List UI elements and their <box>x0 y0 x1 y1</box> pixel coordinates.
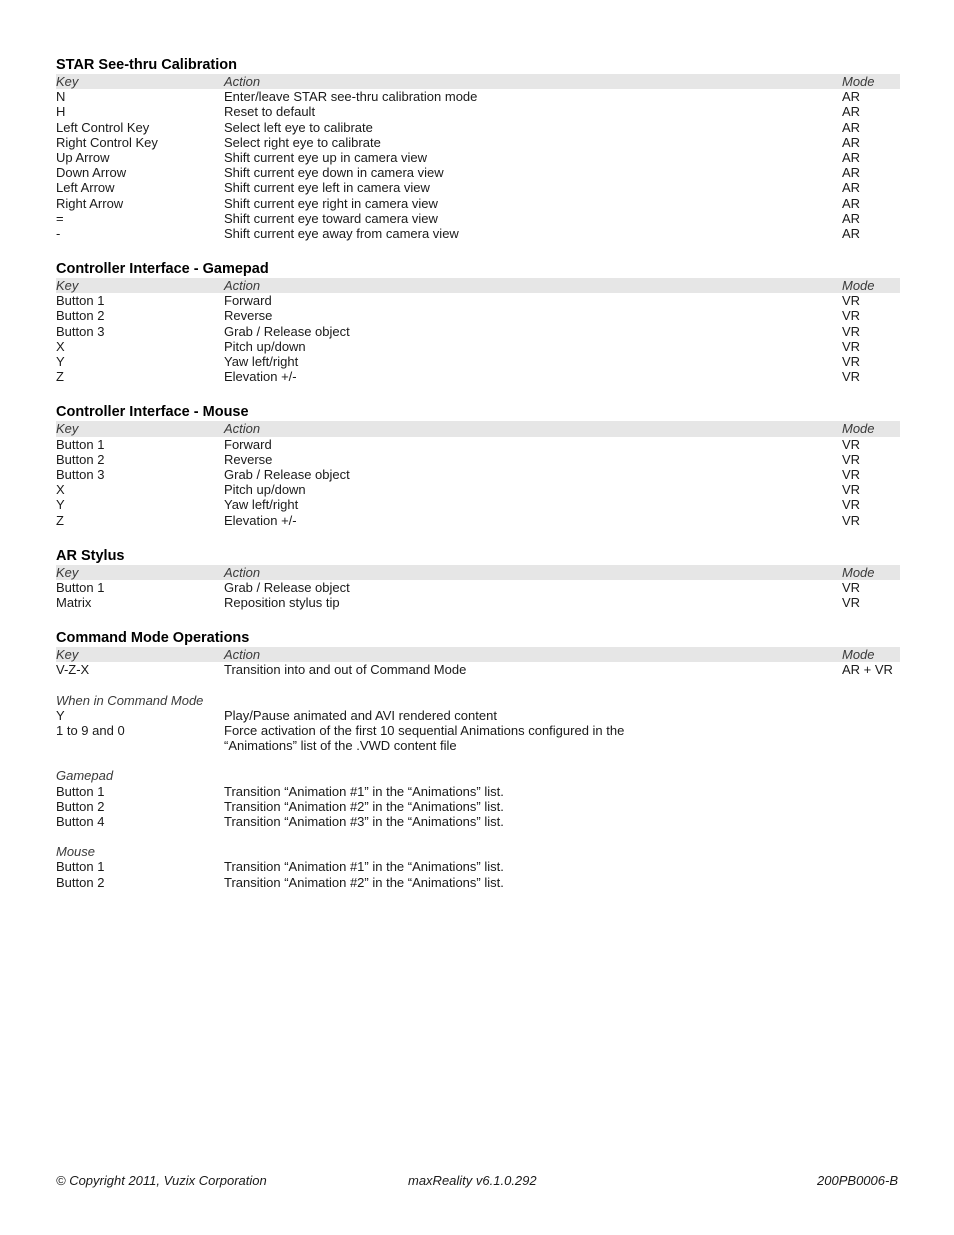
row-action: Yaw left/right <box>224 354 299 369</box>
row-key: Button 3 <box>56 323 105 339</box>
table-row <box>56 293 900 308</box>
row-key: Button 2 <box>56 874 105 890</box>
row-key: Z <box>56 512 64 528</box>
table-row <box>56 324 900 339</box>
row-key: H <box>56 104 66 120</box>
row-key: Button 1 <box>56 293 105 309</box>
row-key: Matrix <box>56 595 92 611</box>
row-action: Transition “Animation #1” in the “Animations” list. <box>224 783 504 799</box>
table-row <box>56 859 900 874</box>
table-row <box>56 723 900 753</box>
table-row <box>56 104 900 119</box>
row-mode: VR <box>842 595 861 611</box>
table-row <box>56 662 900 677</box>
header-action: Action <box>224 421 261 437</box>
row-key: Z <box>56 369 64 385</box>
section-title: Controller Interface - Mouse <box>56 404 249 421</box>
section-mouse <box>56 403 900 527</box>
row-action: Pitch up/down <box>224 482 306 498</box>
table-row <box>56 437 900 452</box>
row-action: Transition into and out of Command Mode <box>224 662 467 678</box>
table-row <box>56 150 900 165</box>
row-mode: VR <box>842 436 861 452</box>
row-mode: VR <box>842 338 861 354</box>
section-star-calibration <box>56 56 900 241</box>
row-action: Transition “Animation #3” in the “Animations” list. <box>224 813 504 829</box>
row-action: Shift current eye right in camera view <box>224 195 438 211</box>
row-key: X <box>56 482 65 498</box>
table-row <box>56 467 900 482</box>
row-key: Left Control Key <box>56 119 150 135</box>
section-title: Command Mode Operations <box>56 630 250 647</box>
row-key: Button 4 <box>56 813 105 829</box>
row-action: Transition “Animation #2” in the “Animations” list. <box>224 874 504 890</box>
row-key: Right Control Key <box>56 134 158 150</box>
table-row <box>56 196 900 211</box>
row-key: N <box>56 89 66 105</box>
row-key: Right Arrow <box>56 195 124 211</box>
row-mode: AR <box>842 104 861 120</box>
row-key: Button 2 <box>56 451 105 467</box>
row-mode: VR <box>842 369 861 385</box>
section-gamepad <box>56 260 900 384</box>
row-action: Transition “Animation #1” in the “Animations” list. <box>224 859 504 875</box>
row-action: Elevation +/- <box>224 512 297 528</box>
row-action: Reset to default <box>224 104 316 120</box>
row-key: Button 1 <box>56 579 105 595</box>
row-key: Down Arrow <box>56 165 127 181</box>
row-key: X <box>56 338 65 354</box>
row-action: Shift current eye away from camera view <box>224 225 459 241</box>
row-action: Play/Pause animated and AVI rendered content <box>224 707 497 723</box>
table-row <box>56 354 900 369</box>
table-row <box>56 226 900 241</box>
row-action: Forward <box>224 436 272 452</box>
row-key: Button 1 <box>56 436 105 452</box>
footer-copyright: © Copyright 2011, Vuzix Corporation <box>56 1173 267 1188</box>
row-mode: VR <box>842 579 861 595</box>
table-row <box>56 784 900 799</box>
section-title: STAR See-thru Calibration <box>56 57 237 73</box>
table-row <box>56 452 900 467</box>
section-title: AR Stylus <box>56 547 125 564</box>
header-mode: Mode <box>842 278 875 294</box>
row-key: Y <box>56 354 65 369</box>
row-mode: VR <box>842 497 861 513</box>
header-key: Key <box>56 421 79 437</box>
row-mode: VR <box>842 293 861 309</box>
row-mode: VR <box>842 323 861 339</box>
table-row <box>56 875 900 890</box>
row-key: Button 1 <box>56 859 105 875</box>
header-action: Action <box>224 278 261 294</box>
row-action: Shift current eye toward camera view <box>224 210 438 226</box>
header-key: Key <box>56 278 79 294</box>
row-key: Y <box>56 707 65 723</box>
row-action: Shift current eye up in camera view <box>224 149 428 165</box>
document-page <box>56 56 900 909</box>
table-header <box>56 74 900 89</box>
header-mode: Mode <box>842 74 875 89</box>
table-row <box>56 513 900 528</box>
row-action: Reverse <box>224 308 273 324</box>
table-row <box>56 497 900 512</box>
row-action: Force activation of the first 10 sequential Animations configured in the “Animations” list of the .VWD content file <box>224 723 625 754</box>
table-row <box>56 595 900 610</box>
row-action: Yaw left/right <box>224 497 299 513</box>
row-key: Button 3 <box>56 466 105 482</box>
header-action: Action <box>224 647 261 663</box>
row-key: Up Arrow <box>56 149 110 165</box>
row-key: Button 1 <box>56 783 105 799</box>
table-header <box>56 421 900 436</box>
row-action: Reposition stylus tip <box>224 595 340 611</box>
table-row <box>56 89 900 104</box>
table-row <box>56 180 900 195</box>
row-mode: AR <box>842 180 861 196</box>
row-mode: VR <box>842 482 861 498</box>
row-key: Button 2 <box>56 308 105 324</box>
row-action: Grab / Release object <box>224 579 350 595</box>
row-key: Y <box>56 497 65 513</box>
section-title: Controller Interface - Gamepad <box>56 261 269 278</box>
table-header <box>56 278 900 293</box>
table-header <box>56 647 900 662</box>
page-footer <box>56 1173 898 1189</box>
header-key: Key <box>56 74 79 89</box>
row-action: Enter/leave STAR see-thru calibration mode <box>224 89 478 105</box>
row-key: Button 2 <box>56 798 105 814</box>
row-mode: AR <box>842 195 861 211</box>
table-row <box>56 308 900 323</box>
row-action: Shift current eye down in camera view <box>224 165 444 181</box>
row-mode: AR <box>842 119 861 135</box>
table-row <box>56 482 900 497</box>
row-action: Reverse <box>224 451 273 467</box>
row-action: Grab / Release object <box>224 323 350 339</box>
section-ar-stylus <box>56 547 900 611</box>
row-action: Forward <box>224 293 272 309</box>
header-mode: Mode <box>842 564 875 580</box>
header-action: Action <box>224 564 261 580</box>
table-row <box>56 369 900 384</box>
subhead-gamepad: Gamepad <box>56 768 114 784</box>
row-mode: AR <box>842 134 861 150</box>
row-action: Pitch up/down <box>224 338 306 354</box>
table-header <box>56 565 900 580</box>
header-mode: Mode <box>842 647 875 663</box>
row-action: Select left eye to calibrate <box>224 119 373 135</box>
row-key: = <box>56 210 64 226</box>
table-row <box>56 799 900 814</box>
row-action: Select right eye to calibrate <box>224 134 381 150</box>
table-row <box>56 211 900 226</box>
row-action: Shift current eye left in camera view <box>224 180 430 196</box>
table-row <box>56 580 900 595</box>
row-key: - <box>56 225 61 241</box>
row-mode: AR <box>842 149 861 165</box>
row-action: Elevation +/- <box>224 369 297 385</box>
row-mode: AR <box>842 89 861 105</box>
table-row <box>56 339 900 354</box>
row-mode: VR <box>842 466 861 482</box>
subhead-mouse: Mouse <box>56 844 96 860</box>
header-key: Key <box>56 647 79 663</box>
row-mode: VR <box>842 354 861 369</box>
table-row <box>56 165 900 180</box>
footer-product-version: maxReality v6.1.0.292 <box>408 1173 537 1188</box>
table-row <box>56 708 900 723</box>
section-command-mode <box>56 629 900 889</box>
row-key: Left Arrow <box>56 180 115 196</box>
row-mode: AR <box>842 225 861 241</box>
row-action: Grab / Release object <box>224 466 350 482</box>
row-action: Transition “Animation #2” in the “Animations” list. <box>224 798 504 814</box>
header-key: Key <box>56 564 79 580</box>
header-action: Action <box>224 74 261 89</box>
row-mode: VR <box>842 308 861 324</box>
row-key: V-Z-X <box>56 662 90 678</box>
footer-document-id: 200PB0006-B <box>817 1173 898 1188</box>
row-mode: AR <box>842 210 861 226</box>
row-mode: VR <box>842 451 861 467</box>
row-key: 1 to 9 and 0 <box>56 723 125 738</box>
table-row <box>56 120 900 135</box>
header-mode: Mode <box>842 421 875 437</box>
table-row <box>56 814 900 829</box>
row-mode: AR <box>842 165 861 181</box>
row-mode: AR + VR <box>842 662 893 678</box>
table-row <box>56 135 900 150</box>
subhead-command-mode: When in Command Mode <box>56 692 204 708</box>
row-mode: VR <box>842 512 861 528</box>
